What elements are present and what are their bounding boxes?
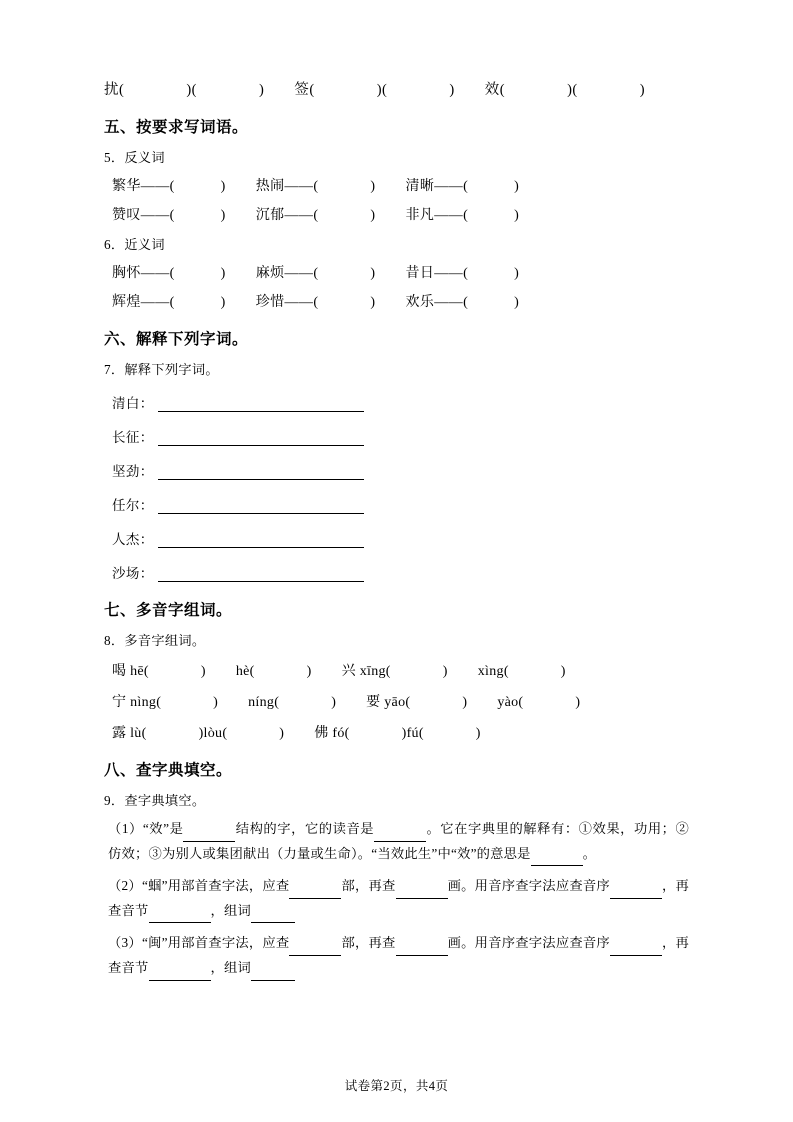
polyphone-6a-close: ) bbox=[401, 726, 407, 741]
explain-item-4-label: 任尔： bbox=[112, 498, 154, 513]
dict-q2-blank-2[interactable] bbox=[396, 885, 448, 899]
polyphone-row-3 bbox=[112, 722, 689, 742]
antonym-6-close: ) bbox=[514, 208, 520, 223]
dict-question-2 bbox=[108, 874, 689, 923]
antonym-5-word: 沉郁——( bbox=[255, 208, 319, 223]
page-footer: 试卷第2页，共4页 bbox=[344, 1079, 449, 1093]
synonym-5-close: ) bbox=[370, 295, 376, 310]
synonym-2-close: ) bbox=[370, 266, 376, 281]
top-item-3-label: 效( bbox=[484, 82, 506, 98]
synonym-2-word: 麻烦——( bbox=[255, 266, 319, 281]
dict-q3-part-3: 画。用音序查字法应查音序 bbox=[447, 935, 610, 951]
synonym-1-close: ) bbox=[220, 266, 226, 281]
synonym-6-close: ) bbox=[514, 295, 520, 310]
explain-item-6-answer-line[interactable] bbox=[158, 568, 364, 582]
section-heading-five: 五、按要求写词语。 bbox=[104, 119, 249, 136]
question-8-title bbox=[104, 630, 689, 649]
antonym-2-close: ) bbox=[370, 179, 376, 194]
antonym-3-word: 清晰——( bbox=[405, 179, 469, 194]
polyphone-3a: 宁 nìng( bbox=[112, 695, 162, 710]
dict-q3-blank-5[interactable] bbox=[251, 967, 295, 981]
question-6-number: 6． bbox=[104, 237, 125, 252]
dict-q2-part-3: 画。用音序查字法应查音序 bbox=[447, 878, 610, 894]
section-heading-six: 六、解释下列字词。 bbox=[104, 331, 249, 348]
dict-q3-blank-3[interactable] bbox=[610, 942, 662, 956]
synonym-row-2 bbox=[112, 291, 689, 311]
top-item-1-label: 扰( bbox=[104, 82, 125, 98]
dict-q3-part-1: “闽”用部首查字法，应查 bbox=[141, 935, 290, 951]
explain-item-2-label: 长征： bbox=[112, 430, 154, 445]
polyphone-1a: 喝 hē( bbox=[112, 664, 149, 679]
explain-item-6 bbox=[112, 562, 689, 582]
synonym-6-word: 欢乐——( bbox=[405, 295, 469, 310]
explain-item-1-label: 清白： bbox=[112, 396, 154, 411]
top-item-2-mid: )( bbox=[376, 82, 388, 98]
question-5-title bbox=[104, 147, 689, 166]
dict-question-1 bbox=[108, 817, 689, 866]
explain-item-2 bbox=[112, 426, 689, 446]
polyphone-6a: 佛 fó( bbox=[314, 726, 350, 741]
polyphone-5a: 露 lù( bbox=[112, 726, 147, 741]
polyphone-4a-close: ) bbox=[462, 695, 468, 710]
dict-q2-part-4: ，再查音节 bbox=[108, 878, 689, 918]
synonym-3-word: 昔日——( bbox=[405, 266, 469, 281]
question-9-title bbox=[104, 790, 689, 809]
top-item-2-label: 签( bbox=[294, 82, 315, 98]
question-8-number: 8． bbox=[104, 633, 125, 648]
polyphone-1b: hè( bbox=[235, 664, 255, 679]
explain-item-2-answer-line[interactable] bbox=[158, 432, 364, 446]
polyphone-2b: xìng( bbox=[477, 664, 509, 679]
question-6-label: 近义词 bbox=[124, 237, 165, 252]
top-bracket-row bbox=[104, 78, 689, 99]
explain-item-4 bbox=[112, 494, 689, 514]
antonym-4-word: 赞叹——( bbox=[112, 208, 175, 223]
dict-question-2-label: （2） bbox=[108, 878, 142, 894]
dict-q2-blank-5[interactable] bbox=[251, 909, 295, 923]
dict-q2-blank-3[interactable] bbox=[610, 885, 662, 899]
dict-question-1-label: （1） bbox=[108, 821, 143, 836]
dict-q1-part-1: “效”是 bbox=[142, 821, 184, 836]
question-9-label: 查字典填空。 bbox=[124, 793, 206, 808]
dict-q1-part-2: 结构的字，它的读音是 bbox=[235, 821, 375, 836]
polyphone-2b-close: ) bbox=[560, 664, 566, 679]
explain-item-1 bbox=[112, 392, 689, 412]
dict-q1-blank-2[interactable] bbox=[374, 828, 426, 842]
antonym-6-word: 非凡——( bbox=[405, 208, 469, 223]
polyphone-row-2 bbox=[112, 691, 689, 711]
explain-item-3 bbox=[112, 460, 689, 480]
top-item-2-end: ) bbox=[449, 82, 455, 98]
question-6-title bbox=[104, 234, 689, 253]
explain-item-3-label: 坚劲： bbox=[112, 464, 154, 479]
antonym-1-word: 繁华——( bbox=[112, 179, 175, 194]
dict-q2-blank-4[interactable] bbox=[149, 909, 211, 923]
dict-q2-blank-1[interactable] bbox=[289, 885, 341, 899]
synonym-4-word: 辉煌——( bbox=[112, 295, 175, 310]
synonym-1-word: 胸怀——( bbox=[112, 266, 175, 281]
antonym-2-word: 热闹——( bbox=[255, 179, 319, 194]
question-8-label: 多音字组词。 bbox=[124, 633, 206, 648]
dict-q3-blank-1[interactable] bbox=[289, 942, 341, 956]
question-7-number: 7． bbox=[104, 362, 125, 377]
antonym-1-close: ) bbox=[220, 179, 226, 194]
question-5-number: 5． bbox=[104, 150, 125, 165]
explain-item-6-label: 沙场： bbox=[112, 566, 154, 581]
top-item-3-end: ) bbox=[639, 82, 646, 98]
antonym-row-1 bbox=[112, 175, 689, 195]
dict-q3-part-5: ，组词 bbox=[210, 959, 251, 975]
polyphone-4b-close: ) bbox=[575, 695, 581, 710]
polyphone-3a-close: ) bbox=[213, 695, 219, 710]
polyphone-5b-close: ) bbox=[279, 726, 285, 741]
question-7-label: 解释下列字词。 bbox=[124, 362, 219, 377]
synonym-5-word: 珍惜——( bbox=[255, 295, 319, 310]
dict-question-3 bbox=[108, 931, 689, 980]
polyphone-4a: 要 yāo( bbox=[366, 695, 411, 710]
dict-q2-part-2: 部，再查 bbox=[341, 878, 396, 894]
polyphone-1a-close: ) bbox=[200, 664, 206, 679]
dict-q3-part-2: 部，再查 bbox=[341, 935, 396, 951]
explain-item-1-answer-line[interactable] bbox=[158, 398, 364, 412]
polyphone-6b: fú( bbox=[406, 726, 424, 741]
section-heading-eight: 八、查字典填空。 bbox=[104, 762, 233, 779]
antonym-row-2 bbox=[112, 204, 689, 224]
antonym-4-close: ) bbox=[220, 208, 226, 223]
question-5-label: 反义词 bbox=[124, 150, 165, 165]
synonym-row-1 bbox=[112, 262, 689, 282]
dict-q1-blank-3[interactable] bbox=[531, 852, 583, 866]
dict-question-3-label: （3） bbox=[108, 935, 142, 951]
polyphone-4b: yào( bbox=[497, 695, 524, 710]
polyphone-5a-close: ) bbox=[198, 726, 204, 741]
dict-q1-part-4: 。 bbox=[582, 845, 597, 861]
dict-q3-part-4: ，再查音节 bbox=[108, 935, 689, 975]
dict-q3-blank-4[interactable] bbox=[149, 967, 211, 981]
dict-q1-part-3: 。它在字典里的解释有：①效果，功用；②仿效；③为别人或集团献出（力量或生命）。“当效此生”中“效”的意思是 bbox=[108, 821, 690, 861]
explain-item-5-label: 人杰： bbox=[112, 532, 154, 547]
synonym-4-close: ) bbox=[220, 295, 226, 310]
explain-item-5 bbox=[112, 528, 689, 548]
antonym-5-close: ) bbox=[370, 208, 376, 223]
dict-q3-blank-2[interactable] bbox=[396, 942, 448, 956]
dict-q2-part-5: ，组词 bbox=[210, 902, 251, 918]
dict-q1-blank-1[interactable] bbox=[183, 828, 235, 842]
top-item-3-mid: )( bbox=[567, 82, 578, 98]
polyphone-1b-close: ) bbox=[306, 664, 312, 679]
question-7-title bbox=[104, 359, 689, 378]
polyphone-row-1 bbox=[112, 660, 689, 680]
question-9-number: 9． bbox=[104, 793, 125, 808]
polyphone-5b: lòu( bbox=[203, 726, 228, 741]
explain-item-3-answer-line[interactable] bbox=[158, 466, 364, 480]
polyphone-2a-close: ) bbox=[442, 664, 448, 679]
polyphone-6b-close: ) bbox=[475, 726, 481, 741]
dict-q2-part-1: “蝈”用部首查字法，应查 bbox=[141, 878, 290, 894]
top-item-1-end: ) bbox=[259, 82, 265, 98]
top-item-1-mid: )( bbox=[186, 82, 198, 98]
explain-item-5-answer-line[interactable] bbox=[158, 534, 364, 548]
polyphone-3b-close: ) bbox=[331, 695, 337, 710]
polyphone-2a: 兴 xīng( bbox=[341, 664, 391, 679]
section-heading-seven: 七、多音字组词。 bbox=[104, 602, 233, 619]
antonym-3-close: ) bbox=[514, 179, 520, 194]
polyphone-3b: níng( bbox=[248, 695, 280, 710]
synonym-3-close: ) bbox=[514, 266, 520, 281]
explain-item-4-answer-line[interactable] bbox=[158, 500, 364, 514]
